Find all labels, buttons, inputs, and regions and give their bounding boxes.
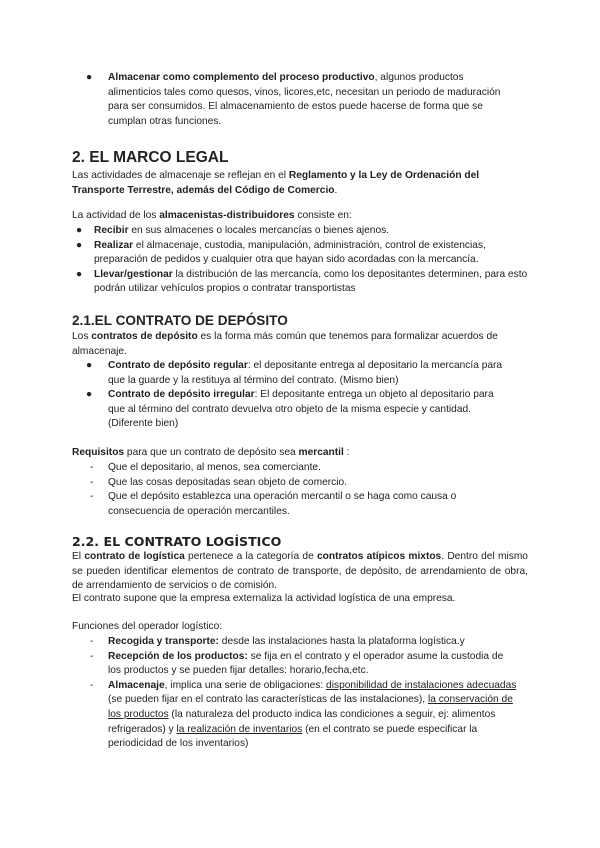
text: para que un contrato de depósito sea bbox=[124, 447, 299, 458]
list-item bbox=[76, 239, 528, 268]
bullet-bold: Recibir bbox=[94, 225, 129, 236]
actividad-bullet-list bbox=[76, 224, 528, 297]
text: Las actividades de almacenaje se reflejan en el bbox=[72, 170, 289, 181]
bullet-text: : el depositante entrega al depositario la mercancía para que la guarde y la restituya al término del contrato. (Mismo bien) bbox=[108, 360, 503, 386]
dash-marker: - bbox=[90, 462, 94, 473]
bold-text: mercantil bbox=[298, 447, 344, 458]
bullet-text: , algunos productos alimenticios tales como quesos, vinos, licores,etc, necesitan un periodo de maduración para ser consumidos. El almacenamiento de estos puede hacerse de forma que se cumplan otras funciones. bbox=[108, 72, 501, 127]
text: Los bbox=[72, 331, 92, 342]
text: La actividad de los bbox=[72, 210, 160, 221]
section-heading-contrato-deposito: 2.1.EL CONTRATO DE DEPÓSITO bbox=[72, 313, 288, 328]
text: consiste en: bbox=[294, 210, 352, 221]
list-item bbox=[90, 650, 518, 679]
text: pertenece a la categoría de bbox=[184, 551, 317, 562]
text: : bbox=[343, 447, 350, 458]
bullet-text: desde las instalaciones hasta la plataforma logística.y bbox=[218, 636, 465, 647]
underlined-text: la conservación de los productos bbox=[108, 694, 513, 720]
top-bullet-list bbox=[86, 71, 514, 129]
bullet-marker: ● bbox=[76, 225, 83, 236]
dash-marker: - bbox=[90, 650, 94, 662]
bold-text: contratos atípicos mixtos bbox=[316, 551, 442, 562]
dash-marker: - bbox=[90, 636, 94, 647]
bullet-bold: Recogida y transporte: bbox=[108, 636, 219, 647]
text: El bbox=[72, 551, 85, 562]
section-heading-marco-legal: 2. EL MARCO LEGAL bbox=[72, 149, 229, 166]
deposito-bullet-list bbox=[86, 359, 506, 432]
bullet-bold: Recepción de los productos: bbox=[108, 650, 248, 662]
text: es la forma más común que tenemos para formalizar acuerdos de almacenaje. bbox=[72, 331, 498, 357]
bullet-bold: Llevar/gestionar bbox=[94, 268, 173, 280]
paragraph-externaliza: El contrato supone que la empresa externaliza la actividad logística de una empresa. bbox=[72, 593, 456, 604]
text: . Dentro del mismo se pueden identificar elementos de contrato de transporte, de depósito, de arrendamiento de obra, de arrendamiento de servicios o de comisión. bbox=[72, 551, 528, 592]
bullet-text: : El depositante entrega un objeto al depositario para que al término del contrato devuelva otro objeto de la misma especie y cantidad. (Diferente bien) bbox=[108, 389, 494, 430]
bullet-text: la distribución de las mercancía, como los depositantes determinen, para esto podrán utilizar vehículos propios o contratar transportistas bbox=[94, 268, 528, 295]
paragraph-requisitos bbox=[72, 446, 528, 461]
bullet-bold: Almacenaje bbox=[108, 679, 165, 691]
bold-text: Reglamento y la Ley de Ordenación del Transporte Terrestre, además del Código de Comercio bbox=[72, 170, 480, 196]
bullet-text: el almacenaje, custodia, manipulación, administración, control de existencias, preparación de pedidos y cualquier otra que hayan sido acordadas con la mercancía. bbox=[94, 239, 486, 266]
paragraph-funciones-label: Funciones del operador logístico: bbox=[72, 621, 223, 632]
requisitos-dash-list bbox=[90, 461, 508, 519]
dash-text: Que las cosas depositadas sean objeto de comercio. bbox=[108, 476, 347, 488]
dash-marker: - bbox=[90, 476, 94, 488]
underlined-text: disponibilidad de instalaciones adecuadas bbox=[326, 679, 517, 691]
bold-text: contratos de depósito bbox=[91, 331, 198, 342]
section-heading-contrato-logistico: 2.2. EL CONTRATO LOGÍSTICO bbox=[72, 534, 282, 549]
bold-text: Requisitos bbox=[72, 447, 125, 458]
paragraph-contrato-logistica bbox=[72, 550, 528, 594]
bullet-bold: Almacenar como complemento del proceso productivo bbox=[108, 72, 375, 83]
dash-marker: - bbox=[90, 491, 94, 503]
text: . bbox=[334, 184, 338, 196]
bullet-bold: Contrato de depósito regular bbox=[108, 360, 248, 371]
bullet-marker: ● bbox=[86, 360, 93, 371]
paragraph-actividad bbox=[72, 209, 528, 224]
list-item bbox=[90, 461, 508, 476]
text: (en el contrato se puede especificar la periodicidad de los inventarios) bbox=[108, 723, 478, 750]
list-item bbox=[90, 490, 508, 519]
bullet-text: se fija en el contrato y el operador asume la custodia de los productos y se pueden fijar detalles: horario,fecha,etc. bbox=[108, 650, 504, 677]
list-item bbox=[90, 476, 508, 491]
dash-marker: - bbox=[90, 679, 94, 691]
bullet-marker: ● bbox=[76, 239, 83, 251]
bullet-bold: Contrato de depósito irregular bbox=[108, 389, 255, 401]
text: , implica una serie de obligaciones: bbox=[164, 679, 327, 691]
underlined-text: la realización de inventarios bbox=[176, 723, 303, 735]
paragraph-almacenaje-legal bbox=[72, 169, 528, 198]
list-item bbox=[76, 268, 528, 297]
list-item bbox=[90, 635, 518, 650]
list-item bbox=[90, 679, 518, 752]
bold-text: almacenistas-distribuidores bbox=[159, 210, 295, 221]
bullet-bold: Realizar bbox=[94, 239, 134, 251]
text: (la naturaleza del producto indica las condiciones a seguir, ej: alimentos refrigerados) y bbox=[108, 708, 496, 735]
dash-text: Que el depósito establezca una operación mercantil o se haga como causa o consecuencia de operación mercantiles. bbox=[108, 491, 457, 517]
text: (se pueden fijar en el contrato las características de las instalaciones), bbox=[108, 694, 428, 706]
bullet-marker: ● bbox=[86, 72, 93, 83]
bullet-marker: ● bbox=[86, 389, 93, 401]
paragraph-contratos-deposito bbox=[72, 330, 528, 359]
dash-text: Que el depositario, al menos, sea comerciante. bbox=[108, 462, 321, 473]
list-item bbox=[76, 224, 528, 239]
list-item bbox=[86, 388, 506, 432]
list-item bbox=[86, 359, 506, 388]
bold-text: contrato de logística bbox=[84, 551, 185, 562]
list-item bbox=[86, 71, 514, 129]
funciones-dash-list bbox=[90, 635, 518, 752]
bullet-text: en sus almacenes o locales mercancías o bienes ajenos. bbox=[128, 225, 390, 236]
bullet-marker: ● bbox=[76, 268, 83, 280]
